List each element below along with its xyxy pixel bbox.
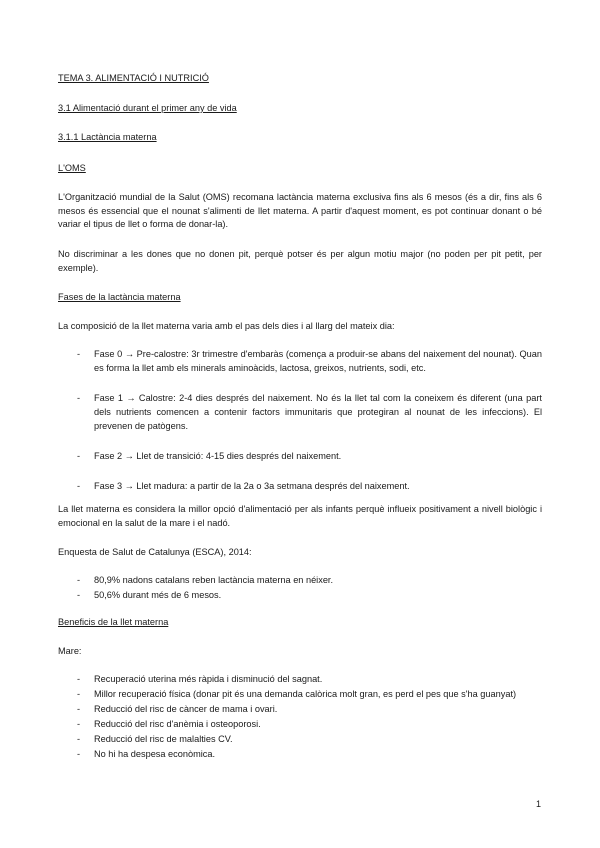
millor-opcio-paragraph: La llet materna es considera la millor opció d'alimentació per als infants perquè influeix positivament a nivell biològic i emocional en la salut de la mare i el nadó. [58,504,542,528]
mare-benefit-item: - Recuperació uterina més ràpida i disminució del sagnat. [58,672,542,687]
fase-1-item: - Fase 1 → Calostre: 2-4 dies després del naixement. No és la llet tal com la coneixem és diferent (una part dels nutrients comencen a contenir factors immunitaris que protegiran al nounat de les infeccions). El prevenen de patògens. [58,391,542,433]
esca-list [58,573,542,603]
section-heading: 3.1 Alimentació durant el primer any de vida [58,103,237,113]
oms-paragraph-2: No discriminar a les dones que no donen pit, perquè potser és per algun motiu major (no poden per pit petit, per exemple). [58,249,542,273]
esca-item: - 80,9% nadons catalans reben lactància materna en néixer. [58,573,542,588]
fase-3-item: - Fase 3 → Llet madura: a partir de la 2a o 3a setmana després del naixement. [58,479,542,493]
mare-benefit-item: - Millor recuperació física (donar pit és una demanda calòrica molt gran, es perd el pes que s'ha guanyat) [58,687,542,702]
subsection-heading: 3.1.1 Lactància materna [58,132,157,142]
document-title: TEMA 3. ALIMENTACIÓ I NUTRICIÓ [58,73,209,83]
fases-heading: Fases de la lactància materna [58,292,181,302]
mare-benefit-item: - Reducció del risc de càncer de mama i ovari. [58,702,542,717]
mare-benefit-item: - No hi ha despesa econòmica. [58,747,542,762]
esca-heading: Enquesta de Salut de Catalunya (ESCA), 2014: [58,547,252,557]
fase-2-item: - Fase 2 → Llet de transició: 4-15 dies després del naixement. [58,449,542,463]
page-number: 1 [536,799,542,809]
mare-benefits-list [58,672,542,762]
oms-paragraph-1: L'Organització mundial de la Salut (OMS) recomana lactància materna exclusiva fins als 6 mesos (és a dir, fins als 6 mesos és essencial que el nounat s'alimenti de llet materna. A partir d'aquest moment, es pot continuar donant o bé variar el tipus de llet o forma de donar-la). [58,192,542,230]
fase-0-item: - Fase 0 → Pre-calostre: 3r trimestre d'embaràs (comença a produir-se abans del naixement del nounat). Quan es forma la llet amb els minerals aminoàcids, lactosa, greixos, nutrients, sodi, etc. [58,347,542,375]
oms-heading: L'OMS [58,163,86,173]
mare-label: Mare: [58,646,82,656]
beneficis-heading: Beneficis de la llet materna [58,617,169,627]
fases-list [58,347,542,493]
mare-benefit-item: - Reducció del risc de malalties CV. [58,732,542,747]
esca-item: - 50,6% durant més de 6 mesos. [58,588,542,603]
mare-benefit-item: - Reducció del risc d'anèmia i osteoporosi. [58,717,542,732]
fases-intro: La composició de la llet materna varia amb el pas dels dies i al llarg del mateix dia: [58,321,395,331]
